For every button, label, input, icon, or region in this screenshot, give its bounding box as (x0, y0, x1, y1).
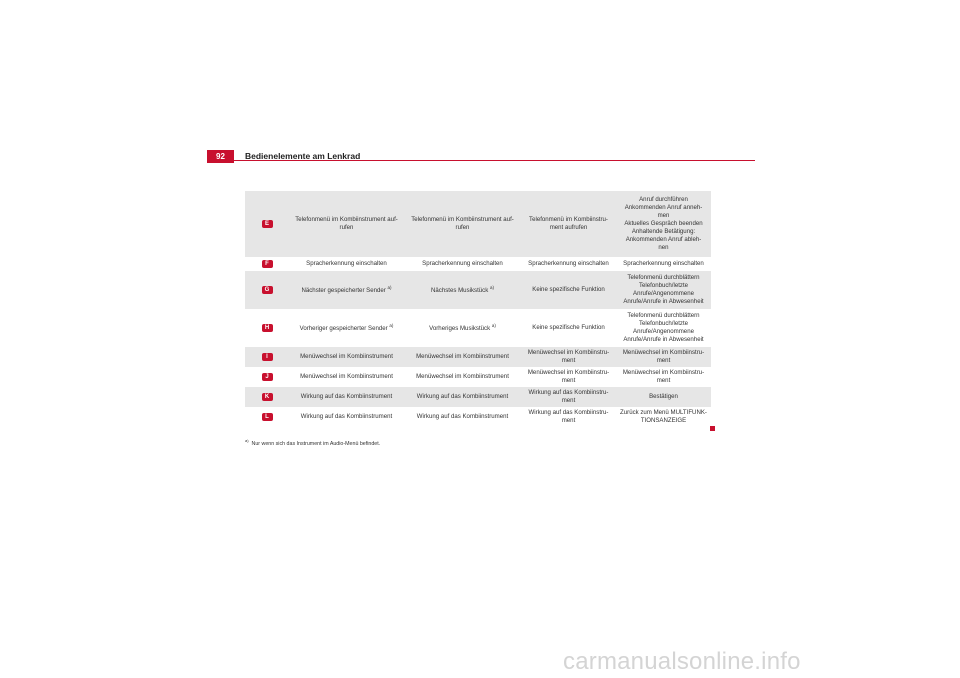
cell-text (407, 393, 518, 401)
footnote-marker: a) (245, 438, 249, 443)
cell-text-content: Wirkung auf das Kombiinstru- (528, 409, 609, 417)
cell-text-content: Zurück zum Menü MULTIFUNK- (620, 409, 707, 417)
table-cell (521, 407, 616, 427)
cell-text (619, 312, 708, 320)
cell-text-content: ment (561, 357, 576, 364)
cell-text (619, 377, 708, 385)
table-cell (616, 387, 711, 407)
header-divider (207, 160, 755, 161)
key-badge: K (262, 393, 273, 401)
cell-text-content: Vorheriges Musikstück (429, 325, 491, 333)
cell-text (619, 328, 708, 336)
cell-text (407, 323, 518, 333)
table-cell (404, 271, 521, 309)
row-key-cell (245, 407, 289, 427)
table-cell (289, 407, 404, 427)
cell-text-content: Wirkung auf das Kombiinstrument (416, 393, 509, 401)
table-cell (521, 367, 616, 387)
cell-text-content: Menüwechsel im Kombiinstru- (527, 369, 610, 377)
cell-text-content: Anrufe/Angenommene (633, 328, 694, 335)
table-row (245, 191, 711, 257)
cell-text-content: Anruf durchführen (639, 196, 688, 204)
footnote-reference: a) (491, 323, 496, 329)
footnote-reference: a) (387, 285, 392, 291)
table-cell (616, 407, 711, 427)
row-key-cell (245, 271, 289, 309)
cell-text-content: Telefonmenü im Kombiinstrument auf- (411, 216, 514, 224)
cell-text-content: Ankommenden Anruf ableh- (625, 235, 702, 243)
table-cell (616, 257, 711, 271)
cell-text-content: Menüwechsel im Kombiinstrument (416, 373, 509, 381)
table-cell (289, 347, 404, 367)
cell-text-content: Anrufe/Anrufe in Abwesenheit (623, 297, 704, 305)
table-row (245, 347, 711, 367)
row-key-cell (245, 309, 289, 347)
table-cell (289, 191, 404, 257)
row-key-cell (245, 191, 289, 257)
cell-text (292, 373, 401, 381)
cell-text (619, 274, 708, 282)
cell-text (619, 349, 708, 357)
table-cell (289, 271, 404, 309)
table-cell (289, 367, 404, 387)
cell-text (619, 409, 708, 417)
key-badge: H (262, 324, 273, 332)
cell-text-content: Menüwechsel im Kombiinstru- (622, 349, 705, 357)
cell-text-content: Menüwechsel im Kombiinstru- (527, 349, 610, 357)
table-cell (289, 309, 404, 347)
cell-text-content: ment (561, 377, 576, 384)
cell-text (619, 260, 708, 268)
row-key-cell (245, 387, 289, 407)
cell-text (619, 282, 708, 290)
table-cell (404, 387, 521, 407)
table-cell (616, 347, 711, 367)
table-cell (521, 309, 616, 347)
cell-text (619, 290, 708, 298)
cell-text (407, 353, 518, 361)
table-cell (404, 191, 521, 257)
cell-text-content: Nächstes Musikstück (431, 287, 489, 295)
cell-text-content: Wirkung auf das Kombiinstrument (300, 393, 393, 401)
key-badge: L (262, 413, 273, 421)
cell-text (292, 260, 401, 268)
cell-text-content: rufen (455, 224, 470, 231)
table-cell (404, 347, 521, 367)
table-cell (289, 387, 404, 407)
cell-text (292, 413, 401, 421)
cell-text (524, 397, 613, 405)
cell-text-content: Wirkung auf das Kombiinstru- (528, 389, 609, 397)
cell-text-content: Anrufe/Anrufe in Abwesenheit (623, 335, 704, 343)
cell-text (524, 324, 613, 332)
table-cell (521, 271, 616, 309)
cell-text (619, 417, 708, 425)
cell-text-content: ment (561, 417, 576, 424)
table-cell (616, 271, 711, 309)
cell-text-content: Telefonbuch/letzte (638, 282, 689, 290)
cell-text (407, 260, 518, 268)
cell-text (619, 298, 708, 306)
cell-text (619, 228, 708, 236)
cell-text-content: Menüwechsel im Kombiinstrument (416, 353, 509, 361)
cell-text (619, 204, 708, 212)
key-badge: J (262, 373, 273, 381)
cell-text-content: ment (561, 397, 576, 404)
cell-text-content: Telefonmenü im Kombiinstru- (529, 216, 608, 224)
cell-text (619, 336, 708, 344)
cell-text-content: Spracherkennung einschalten (528, 260, 609, 268)
cell-text (524, 417, 613, 425)
cell-text (524, 349, 613, 357)
table-cell (521, 191, 616, 257)
cell-text (524, 409, 613, 417)
cell-text (292, 353, 401, 361)
cell-text (407, 216, 518, 224)
cell-text (524, 260, 613, 268)
cell-text (619, 244, 708, 252)
cell-text (524, 216, 613, 224)
cell-text (407, 285, 518, 295)
cell-text (524, 224, 613, 232)
cell-text (524, 389, 613, 397)
cell-text-content: ment aufrufen (549, 224, 588, 231)
cell-text-content: Aktuelles Gespräch beenden (624, 220, 703, 228)
table-row (245, 309, 711, 347)
footnote-reference: a) (489, 285, 494, 291)
cell-text-content: TIONSANZEIGE (640, 417, 687, 424)
cell-text (619, 220, 708, 228)
cell-text-content: Nächster gespeicherter Sender (301, 287, 386, 295)
table-cell (404, 407, 521, 427)
watermark-text: carmanualsonline.info (563, 648, 801, 675)
row-key-cell (245, 257, 289, 271)
table-row (245, 271, 711, 309)
footnote-reference: a) (389, 323, 394, 329)
table-cell (616, 367, 711, 387)
row-key-cell (245, 347, 289, 367)
cell-text-content: ment (656, 377, 671, 384)
table-cell (521, 347, 616, 367)
cell-text-content: Anhaltende Betätigung: (631, 227, 696, 235)
cell-text-content: ment (656, 357, 671, 364)
cell-text-content: Telefonmenü durchblättern (627, 274, 700, 282)
table-cell (404, 309, 521, 347)
footnote-text: Nur wenn sich das Instrument im Audio-Menü befindet. (251, 440, 381, 447)
cell-text (292, 323, 401, 333)
cell-text-content: Spracherkennung einschalten (623, 260, 704, 268)
cell-text-content: nen (658, 243, 669, 251)
cell-text-content: Telefonmenü durchblättern (627, 312, 700, 320)
cell-text (524, 286, 613, 294)
cell-text-content: Keine spezifische Funktion (532, 324, 605, 332)
row-key-cell (245, 367, 289, 387)
cell-text (619, 236, 708, 244)
table-row (245, 367, 711, 387)
table-cell (404, 257, 521, 271)
cell-text-content: Telefonmenü im Kombiinstrument auf- (295, 216, 398, 224)
cell-text (619, 357, 708, 365)
key-badge: F (262, 260, 273, 268)
cell-text-content: Spracherkennung einschalten (422, 260, 503, 268)
cell-text (524, 377, 613, 385)
page-title: Bedienelemente am Lenkrad (245, 151, 361, 161)
table-cell (616, 309, 711, 347)
cell-text-content: Wirkung auf das Kombiinstrument (416, 413, 509, 421)
cell-text (524, 357, 613, 365)
key-badge: E (262, 220, 273, 228)
table-row (245, 407, 711, 427)
cell-text-content: Spracherkennung einschalten (306, 260, 387, 268)
table-cell (616, 191, 711, 257)
cell-text-content: Telefonbuch/letzte (638, 320, 689, 328)
cell-text (619, 320, 708, 328)
table-cell (521, 387, 616, 407)
cell-text (292, 393, 401, 401)
table-row (245, 257, 711, 271)
page-number: 92 (207, 150, 234, 163)
cell-text (619, 212, 708, 220)
cell-text-content: rufen (339, 224, 354, 231)
cell-text-content: Anrufe/Angenommene (633, 290, 694, 297)
cell-text-content: Wirkung auf das Kombiinstrument (300, 413, 393, 421)
table-cell (289, 257, 404, 271)
table-body (245, 191, 711, 427)
table-cell (404, 367, 521, 387)
cell-text-content: Menüwechsel im Kombiinstru- (622, 369, 705, 377)
cell-text (292, 224, 401, 232)
section-end-marker (710, 426, 715, 431)
cell-text (407, 413, 518, 421)
cell-text (407, 224, 518, 232)
footnote (245, 438, 380, 447)
table-row (245, 387, 711, 407)
cell-text (619, 196, 708, 204)
cell-text (407, 373, 518, 381)
cell-text-content: Vorheriger gespeicherter Sender (299, 325, 388, 333)
cell-text (292, 216, 401, 224)
cell-text-content: Menüwechsel im Kombiinstrument (300, 353, 393, 361)
cell-text (524, 369, 613, 377)
cell-text-content: Keine spezifische Funktion (532, 286, 605, 294)
table-cell (521, 257, 616, 271)
cell-text-content: men (657, 212, 670, 220)
cell-text (619, 369, 708, 377)
cell-text-content: Ankommenden Anruf anneh- (624, 204, 703, 212)
key-badge: G (262, 286, 273, 294)
cell-text (619, 393, 708, 401)
key-badge: I (262, 353, 273, 361)
steering-wheel-controls-table (245, 191, 711, 427)
cell-text-content: Bestätigen (649, 393, 678, 401)
cell-text (292, 285, 401, 295)
cell-text-content: Menüwechsel im Kombiinstrument (300, 373, 393, 381)
